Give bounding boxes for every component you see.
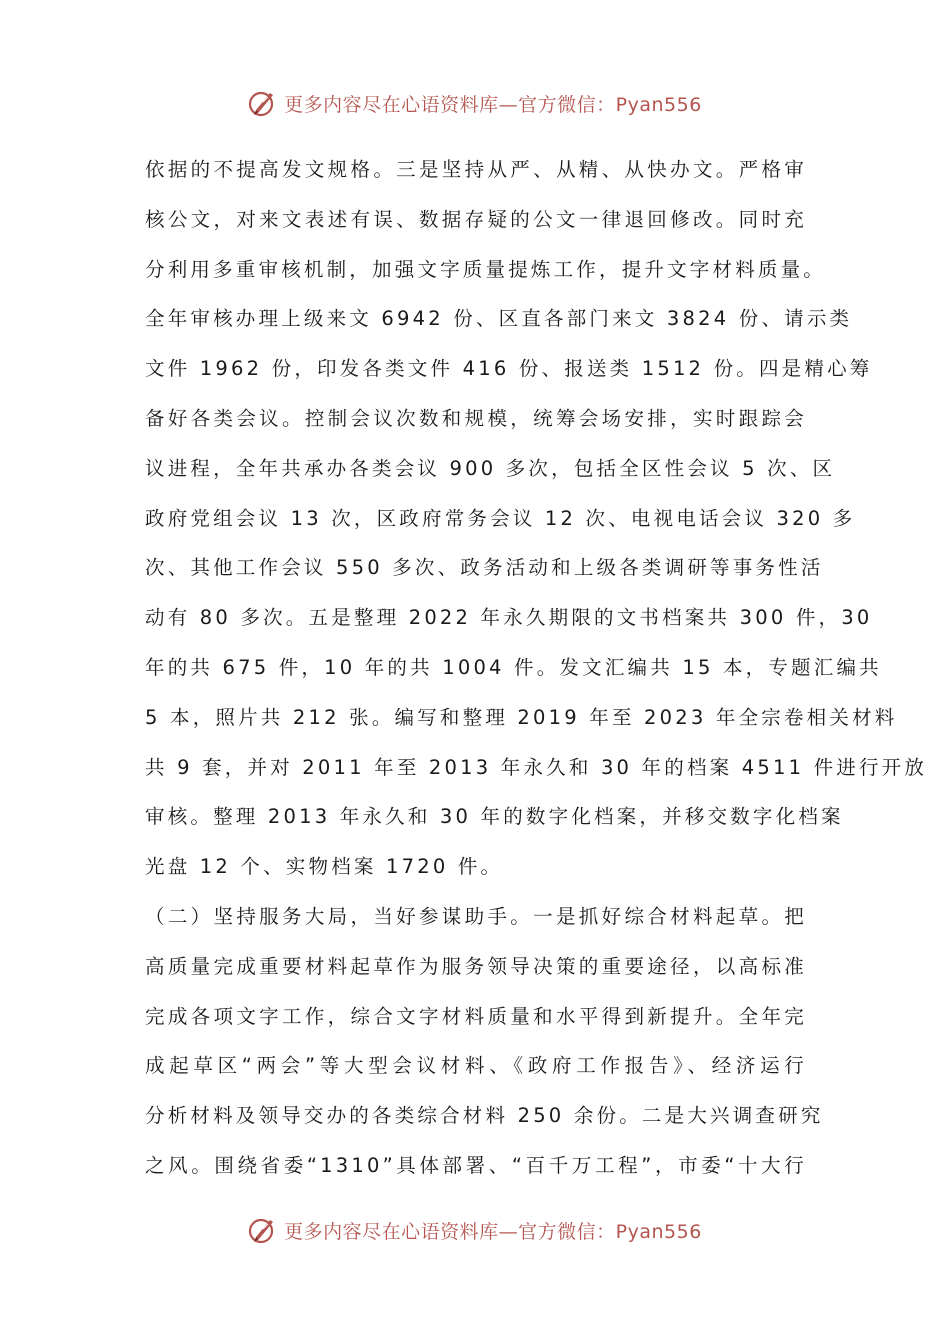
footer-wechat-id: Pyan556 [615, 1220, 702, 1243]
body-line: 成起草区“两会”等大型会议材料、《政府工作报告》、经济运行 [145, 1054, 807, 1078]
body-line: 共 9 套，并对 2011 年至 2013 年永久和 30 年的档案 4511 件进行开放 [145, 755, 928, 779]
header-banner-text: 更多内容尽在心语资料库—官方微信：Pyan556 [284, 93, 702, 116]
document-body [145, 145, 928, 1191]
body-line: 年的共 675 件，10 年的共 1004 件。发文汇编共 15 本，专题汇编共 [145, 655, 882, 679]
body-line: 全年审核办理上级来文 6942 份、区直各部门来文 3824 份、请示类 [145, 307, 853, 331]
body-line: 动有 80 多次。五是整理 2022 年永久期限的文书档案共 300 件，30 [145, 606, 873, 630]
body-line: 议进程，全年共承办各类会议 900 多次，包括全区性会议 5 次、区 [145, 456, 836, 480]
body-line: 次、其他工作会议 550 多次、政务活动和上级各类调研等事务性活 [145, 556, 824, 580]
body-line: 完成各项文字工作，综合文字材料质量和水平得到新提升。全年完 [145, 1004, 807, 1028]
body-line: 分利用多重审核机制，加强文字质量提炼工作，提升文字材料质量。 [145, 257, 827, 281]
footer-banner-text: 更多内容尽在心语资料库—官方微信：Pyan556 [284, 1220, 702, 1243]
body-line: 政府党组会议 13 次，区政府常务会议 12 次、电视电话会议 320 多 [145, 506, 856, 530]
body-line: 依据的不提高发文规格。三是坚持从严、从精、从快办文。严格审 [145, 158, 807, 181]
quill-pen-circle-icon [248, 1215, 278, 1245]
header-wechat-id: Pyan556 [615, 93, 702, 116]
body-line: 分析材料及领导交办的各类综合材料 250 余份。二是大兴调查研究 [145, 1104, 824, 1128]
section-heading-line: （二）坚持服务大局，当好参谋助手。一是抓好综合材料起草。把 [145, 904, 807, 928]
body-line: 核公文，对来文表述有误、数据存疑的公文一律退回修改。同时充 [145, 207, 807, 231]
body-line: 光盘 12 个、实物档案 1720 件。 [145, 855, 504, 879]
footer-banner [0, 1210, 950, 1250]
body-line: 审核。整理 2013 年永久和 30 年的数字化档案，并移交数字化档案 [145, 805, 844, 829]
body-line: 备好各类会议。控制会议次数和规模，统筹会场安排，实时跟踪会 [145, 406, 807, 430]
body-line: 之风。围绕省委“1310”具体部署、“百千万工程”，市委“十大行 [145, 1153, 807, 1177]
body-line: 文件 1962 份，印发各类文件 416 份、报送类 1512 份。四是精心筹 [145, 357, 873, 381]
quill-pen-circle-icon [248, 88, 278, 118]
body-line: 高质量完成重要材料起草作为服务领导决策的重要途径，以高标准 [145, 954, 807, 978]
body-line: 5 本，照片共 212 张。编写和整理 2019 年至 2023 年全宗卷相关材料 [145, 705, 898, 729]
header-banner [0, 83, 950, 123]
